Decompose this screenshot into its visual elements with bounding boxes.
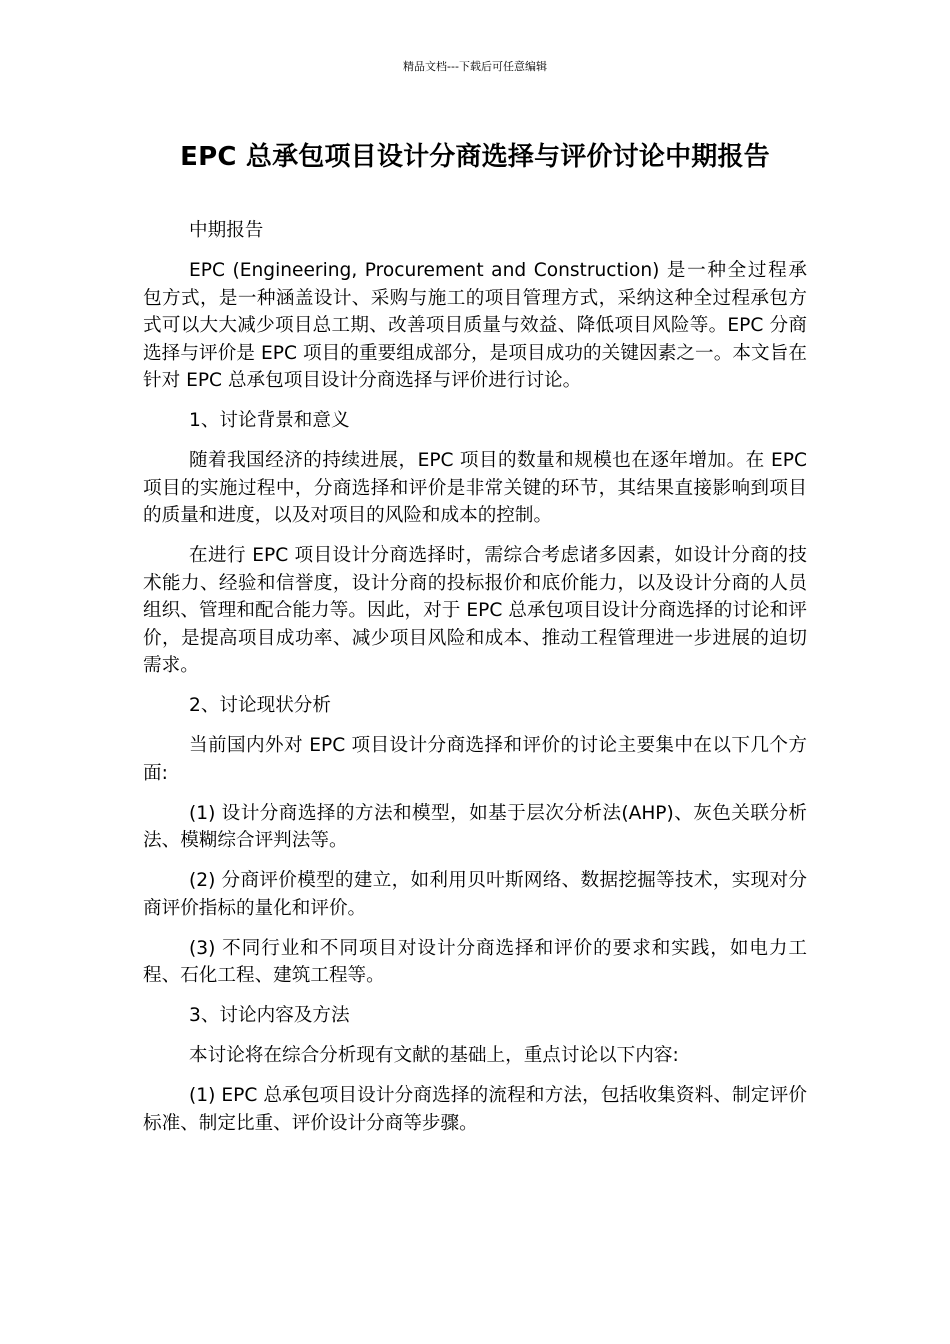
paragraph-background-1: 随着我国经济的持续进展，EPC 项目的数量和规模也在逐年增加。在 EPC 项目的实施过程中，分商选择和评价是非常关键的环节，其结果直接影响到项目的质量和进度，以及对项目的风险和成本的控制。 bbox=[143, 450, 807, 526]
document-body bbox=[143, 217, 807, 1150]
paragraph-content-intro: 本讨论将在综合分析现有文献的基础上，重点讨论以下内容: bbox=[189, 1045, 679, 1066]
section-label-interim-report: 中期报告 bbox=[189, 220, 264, 241]
paragraph-intro: EPC (Engineering, Procurement and Construction) 是一种全过程承包方式，是一种涵盖设计、采购与施工的项目管理方式，采纳这种全过程承包方式可以大大减少项目总工期、改善项目质量与效益、降低项目风险等。EPC 分商选择与评价是 EPC 项目的重要组成部分，是项目成功的关键因素之一。本文旨在针对 EPC 总承包项目设计分商选择与评价进行讨论。 bbox=[143, 260, 807, 391]
list-item-status-2: (2) 分商评价模型的建立，如利用贝叶斯网络、数据挖掘等技术，实现对分商评价指标的量化和评价。 bbox=[143, 870, 807, 919]
paragraph-status-intro: 当前国内外对 EPC 项目设计分商选择和评价的讨论主要集中在以下几个方面: bbox=[143, 735, 807, 784]
list-item-status-3: (3) 不同行业和不同项目对设计分商选择和评价的要求和实践，如电力工程、石化工程、建筑工程等。 bbox=[143, 937, 807, 986]
document-title: EPC 总承包项目设计分商选择与评价讨论中期报告 bbox=[180, 142, 770, 172]
section-heading-status: 2、讨论现状分析 bbox=[189, 695, 331, 716]
list-item-status-1: (1) 设计分商选择的方法和模型，如基于层次分析法(AHP)、灰色关联分析法、模糊综合评判法等。 bbox=[143, 802, 807, 851]
paragraph-background-2: 在进行 EPC 项目设计分商选择时，需综合考虑诸多因素，如设计分商的技术能力、经验和信誉度，设计分商的投标报价和底价能力，以及设计分商的人员组织、管理和配合能力等。因此，对于 EPC 总承包项目设计分商选择的讨论和评价，是提高项目成功率、减少项目风险和成本、推动工程管理进一步进展的迫切需求。 bbox=[143, 545, 807, 676]
section-heading-content-methods: 3、讨论内容及方法 bbox=[189, 1005, 350, 1026]
list-item-content-1: (1) EPC 总承包项目设计分商选择的流程和方法，包括收集资料、制定评价标准、制定比重、评价设计分商等步骤。 bbox=[143, 1085, 807, 1134]
page-header-watermark: 精品文档---下载后可任意编辑 bbox=[403, 60, 547, 73]
section-heading-background: 1、讨论背景和意义 bbox=[189, 410, 350, 431]
